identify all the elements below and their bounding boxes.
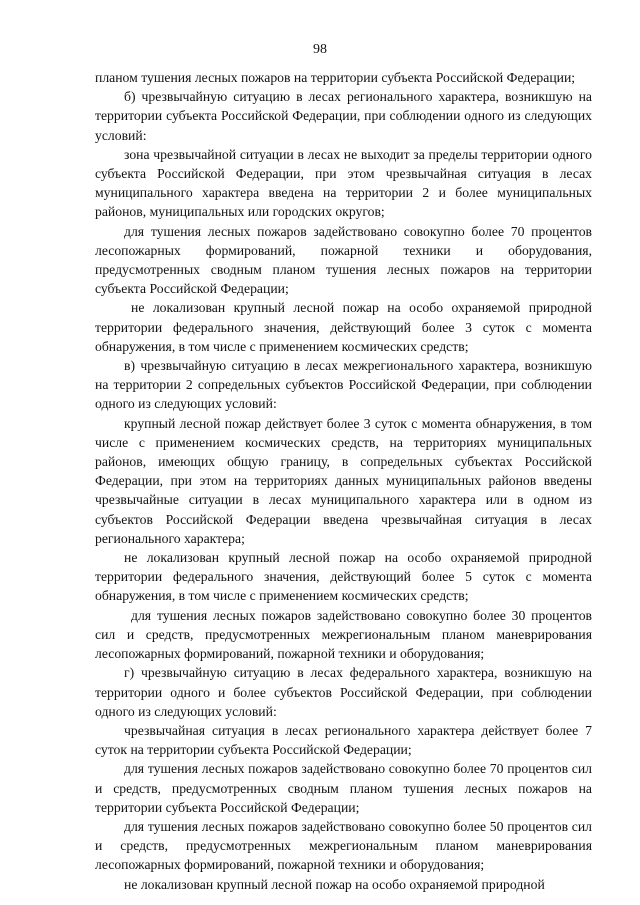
paragraph-9: для тушения лесных пожаров задействовано совокупно более 30 процентов сил и средств, предусмотренных межрегиональным планом маневрирования лесопожарных формирований, пожарной техники и оборудования;: [95, 607, 592, 662]
body-text: [95, 68, 592, 894]
paragraph-4: для тушения лесных пожаров задействовано совокупно более 70 процентов лесопожарных формирований, пожарной техники и оборудования, предусмотренных сводным планом тушения лесных пожаров на территории субъекта Российской Федерации;: [95, 223, 592, 297]
paragraph-5: не локализован крупный лесной пожар на особо охраняемой природной территории федерального значения, действующий более 3 суток с момента обнаружения, в том числе с применением космических средств;: [95, 300, 592, 354]
paragraph-1: планом тушения лесных пожаров на территории субъекта Российской Федерации;: [95, 70, 576, 85]
paragraph-12: для тушения лесных пожаров задействовано совокупно более 70 процентов сил и средств, предусмотренных сводным планом тушения лесных пожаров на территории субъекта Российской Федерации;: [95, 761, 592, 815]
paragraph-10: г) чрезвычайную ситуацию в лесах федерального характера, возникшую на территории одного и более субъектов Российской Федерации, при соблюдении одного из следующих условий:: [95, 665, 592, 719]
paragraph-6: в) чрезвычайную ситуацию в лесах межрегионального характера, возникшую на территории 2 сопредельных субъектов Российской Федерации, при соблюдении одного из следующих условий:: [95, 358, 592, 412]
paragraph-7: крупный лесной пожар действует более 3 суток с момента обнаружения, в том числе с применением космических средств, на территориях муниципальных районов, имеющих общую границу, в сопредельных субъектах Российской Федерации, при этом на территориях данных муниципальных районов введены чрезвычайные ситуации в лесах муниципального характера или в одном из субъектов Российской Федерации введена чрезвычайная ситуация в лесах регионального характера;: [95, 415, 592, 546]
page-number: 98: [313, 42, 327, 57]
paragraph-13: для тушения лесных пожаров задействовано совокупно более 50 процентов сил и средств, предусмотренных межрегиональным планом маневрирования лесопожарных формирований, пожарной техники и оборудования;: [95, 818, 592, 873]
paragraph-2: б) чрезвычайную ситуацию в лесах регионального характера, возникшую на территории субъекта Российской Федерации, при соблюдении одного из следующих условий:: [95, 89, 592, 143]
paragraph-11: чрезвычайная ситуация в лесах регионального характера действует более 7 суток на территории субъекта Российской Федерации;: [95, 722, 592, 758]
paragraph-14: не локализован крупный лесной пожар на особо охраняемой природной: [124, 876, 545, 892]
paragraph-3: зона чрезвычайной ситуации в лесах не выходит за пределы территории одного субъекта Российской Федерации, при этом чрезвычайная ситуация в лесах муниципального характера введена на территории 2 и более муниципальных районов, муниципальных или городских округов;: [95, 146, 592, 220]
paragraph-8: не локализован крупный лесной пожар на особо охраняемой природной территории федерального значения, действующий более 5 суток с момента обнаружения, в том числе с применением космических средств;: [95, 550, 592, 604]
